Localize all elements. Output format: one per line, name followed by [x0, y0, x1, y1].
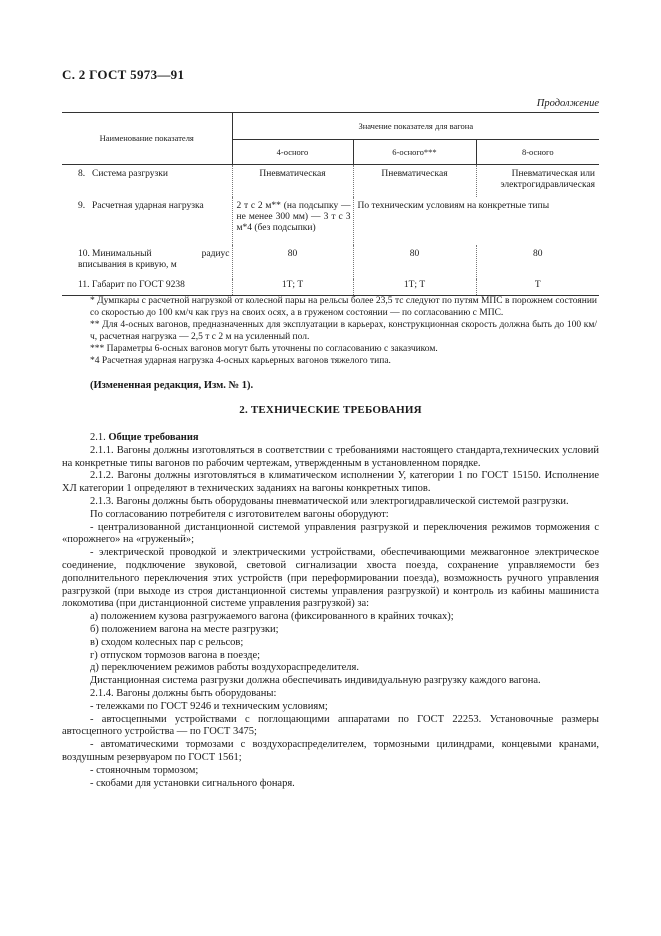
list-item: д) переключением режимов работы воздухораспределителя.: [90, 662, 359, 674]
row-name: [62, 197, 232, 245]
table-row: [62, 165, 599, 198]
col-value-header: Значение показателя для вагона: [232, 113, 599, 140]
footnote-text: * Думпкары с расчетной нагрузкой от колесной пары на рельсы более 23,5 тс следуют по путям МПС в порожнем состоянии со скоростью до 100 км/ч как груз на своих осях, а в груженом состоянии — по согласованию с МПС.: [90, 296, 597, 318]
row-label: Минимальный радиус вписывания в кривую, м: [78, 249, 230, 270]
paragraph: 2.1.2. Вагоны должны изготовляться в климатическом исполнении У, категории 1 по ГОСТ 15150. Исполнение ХЛ категории 1 определяют в технических заданиях на вагоны конкретных типов.: [62, 470, 599, 495]
revision-note: (Измененная редакция, Изм. № 1).: [90, 380, 254, 391]
table-footnotes: [90, 295, 597, 367]
list-item: б) положением вагона на месте разгрузки;: [90, 623, 279, 635]
table-row: [62, 279, 599, 296]
page-header: С. 2 ГОСТ 5973—91: [62, 67, 185, 82]
paragraph: По согласованию потребителя с изготовителем вагоны оборудуют:: [90, 508, 389, 520]
continuation-label: Продолжение: [536, 98, 599, 109]
row-name: [62, 245, 232, 279]
sub-header-8: 8-осного: [476, 140, 599, 165]
paragraph: - скобами для установки сигнального фонаря.: [90, 777, 295, 789]
paragraph: - электрической проводкой и электрическими устройствами, обеспечивающими межвагонное электрическое соединение, подключение звуковой, световой сигнализации хвоста поезда, сохранение управляемости без дополнительного переключения этих устройств (при переформировании поезда), возможность ручного управления разгрузкой (при выходе из строя дистанционной системы управления разгрузкой) и контроль из кабины машиниста локомотива (при дистанционной системе управления разгрузкой) за:: [62, 547, 599, 610]
sub-header-6: 6-осного***: [353, 140, 476, 165]
table-row: [62, 197, 599, 245]
row-value-4: 1Т; Т: [232, 279, 353, 296]
footnote: [90, 319, 597, 343]
row-value-4: Пневматическая: [232, 165, 353, 198]
row-value-6: 1Т; Т: [353, 279, 476, 296]
row-value-6: Пневматическая: [353, 165, 476, 198]
footnote: *** Параметры 6-осных вагонов могут быть уточнены по согласованию с заказчиком.: [90, 344, 438, 354]
paragraph: 2.1.4. Вагоны должны быть оборудованы:: [90, 687, 277, 699]
subsection-title: Общие требования: [108, 432, 199, 443]
list-item: а) положением кузова разгружаемого вагона (фиксированного в крайних точках);: [90, 611, 454, 623]
row-num: 8.: [78, 169, 86, 179]
paragraph: - автоматическими тормозами с воздухораспределителем, тормозными цилиндрами, концевыми кранами, воздушным резервуаром по ГОСТ 1561;: [62, 739, 599, 763]
paragraph: 2.1.3. Вагоны должны быть оборудованы пневматической или электрогидравлической системой разгрузки.: [90, 495, 569, 507]
table-row: [62, 245, 599, 279]
paragraph: - тележками по ГОСТ 9246 и техническим условиям;: [90, 700, 328, 712]
row-value-6-8: По техническим условиям на конкретные типы: [353, 197, 599, 245]
row-num: 11.: [78, 280, 90, 290]
col-name-header: Наименование показателя: [62, 113, 232, 165]
row-value-6: 80: [353, 245, 476, 279]
footnote-text: ** Для 4-осных вагонов, предназначенных для эксплуатации в карьерах, конструкционная скорость должна быть до 100 км/ч, расчетная нагрузка — 2,5 т с 2 м на усиленный пол.: [90, 320, 597, 342]
row-label: Система разгрузки: [92, 169, 168, 179]
paragraph: - централизованной дистанционной системой управления разгрузкой и переключения режимов торможения с «порожнего» на «груженый»;: [62, 521, 599, 546]
subsection-num: 2.1.: [90, 432, 106, 443]
row-num: 10.: [78, 249, 90, 259]
row-label: Габарит по ГОСТ 9238: [92, 280, 185, 290]
row-num: 9.: [78, 201, 86, 211]
section-body: [62, 432, 599, 790]
list-item: г) отпуском тормозов вагона в поезде;: [90, 649, 261, 661]
list-item: в) сходом колесных пар с рельсов;: [90, 636, 244, 648]
row-name: [62, 279, 232, 296]
paragraph: - стояночным тормозом;: [90, 764, 199, 776]
subsection-heading: [62, 432, 599, 445]
footnote: [90, 295, 597, 319]
row-value-8: Пневматическая или электрогидравлическая: [476, 165, 599, 198]
paragraph: Дистанционная система разгрузки должна обеспечивать индивидуальную разгрузку каждого вагона.: [90, 675, 541, 687]
row-value-4: 2 т с 2 м** (на подсыпку — не менее 300 мм) — 3 т с 3 м*4 (без подсыпки): [232, 197, 353, 245]
row-value-8: Т: [476, 279, 599, 296]
row-value-4: 80: [232, 245, 353, 279]
row-label: Расчетная ударная нагрузка: [92, 201, 204, 211]
section-title: 2. ТЕХНИЧЕСКИЕ ТРЕБОВАНИЯ: [239, 404, 422, 416]
paragraph: - автосцепными устройствами с поглощающими аппаратами по ГОСТ 22253. Установочные размеры автосцепного устройства — по ГОСТ 3475;: [62, 713, 599, 738]
sub-header-4: 4-осного: [232, 140, 353, 165]
parameters-table: [62, 112, 599, 296]
paragraph: 2.1.1. Вагоны должны изготовляться в соответствии с требованиями настоящего стандарта,технических условий на конкретные типы вагонов по рабочим чертежам, утвержденным в установленном порядке.: [62, 444, 599, 469]
footnote: *4 Расчетная ударная нагрузка 4-осных карьерных вагонов тяжелого типа.: [90, 356, 391, 366]
row-value-8: 80: [476, 245, 599, 279]
row-name: [62, 165, 232, 198]
